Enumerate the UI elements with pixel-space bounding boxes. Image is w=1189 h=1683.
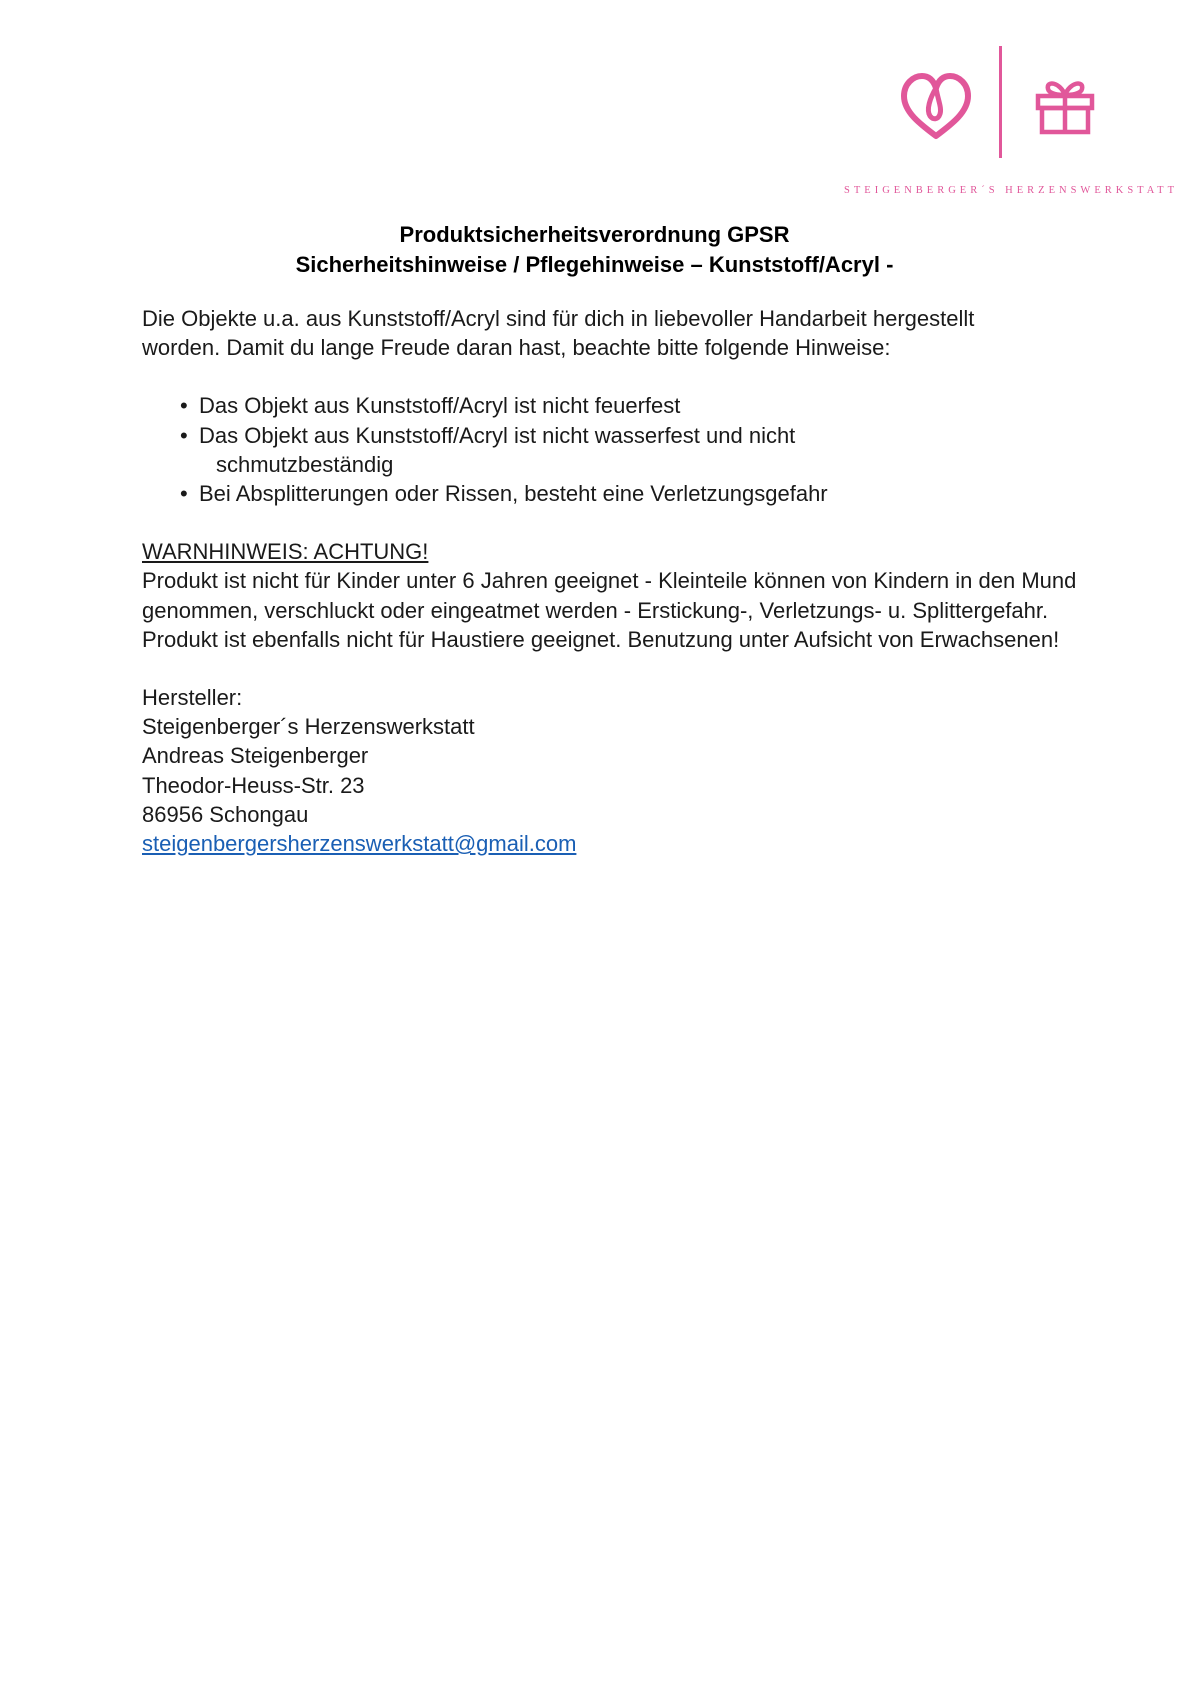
manufacturer-company: Steigenberger´s Herzenswerkstatt: [142, 714, 475, 740]
manufacturer-person: Andreas Steigenberger: [142, 743, 369, 769]
manufacturer-city: 86956 Schongau: [142, 801, 309, 827]
list-item-text: Das Objekt aus Kunststoff/Acryl ist nicht wasserfest und nicht: [199, 422, 796, 448]
manufacturer-street: Theodor-Heuss-Str. 23: [142, 772, 365, 798]
warning-text: Produkt ist nicht für Kinder unter 6 Jahren geeignet - Kleinteile können von Kindern in den Mund genommen, verschluckt oder eingeatmet werden - Erstickung-, Verletzungs- u. Splittergefahr. Produkt ist ebenfalls nicht für Haustiere geeignet. Benutzung unter Aufsicht von Erwachsenen!: [142, 568, 1077, 652]
brand-tagline: STEIGENBERGER´S HERZENSWERKSTATT: [844, 185, 1178, 196]
heart-icon: [900, 72, 972, 144]
intro-paragraph: Die Objekte u.a. aus Kunststoff/Acryl sind für dich in liebevoller Handarbeit hergestellt worden. Damit du lange Freude daran hast, beachte bitte folgende Hinweise:: [142, 306, 975, 361]
manufacturer-block: [142, 683, 1077, 858]
logo-divider: [999, 46, 1002, 158]
list-item-continuation: schmutzbeständig: [216, 451, 394, 477]
list-item: [180, 479, 899, 508]
care-list: [142, 391, 1077, 508]
list-item: [180, 421, 899, 479]
manufacturer-label: Hersteller:: [142, 685, 243, 711]
bullet-icon: •: [180, 422, 188, 448]
title-line-1: Produktsicherheitsverordnung GPSR: [399, 222, 790, 247]
list-item-text: Bei Absplitterungen oder Rissen, besteht eine Verletzungsgefahr: [199, 481, 828, 507]
brand-logo: [838, 44, 1178, 204]
gift-icon: [1034, 74, 1096, 136]
document-title: [0, 220, 1189, 280]
bullet-icon: •: [180, 393, 188, 419]
document-body: [142, 304, 1077, 858]
title-line-2: Sicherheitshinweise / Pflegehinweise – Kunststoff/Acryl -: [295, 252, 894, 277]
list-item: [180, 391, 899, 420]
list-item-text: Das Objekt aus Kunststoff/Acryl ist nicht feuerfest: [199, 393, 681, 419]
email-link[interactable]: steigenbergersherzenswerkstatt@gmail.com: [142, 831, 577, 857]
warning-heading: WARNHINWEIS: ACHTUNG!: [142, 539, 429, 565]
bullet-icon: •: [180, 481, 188, 507]
